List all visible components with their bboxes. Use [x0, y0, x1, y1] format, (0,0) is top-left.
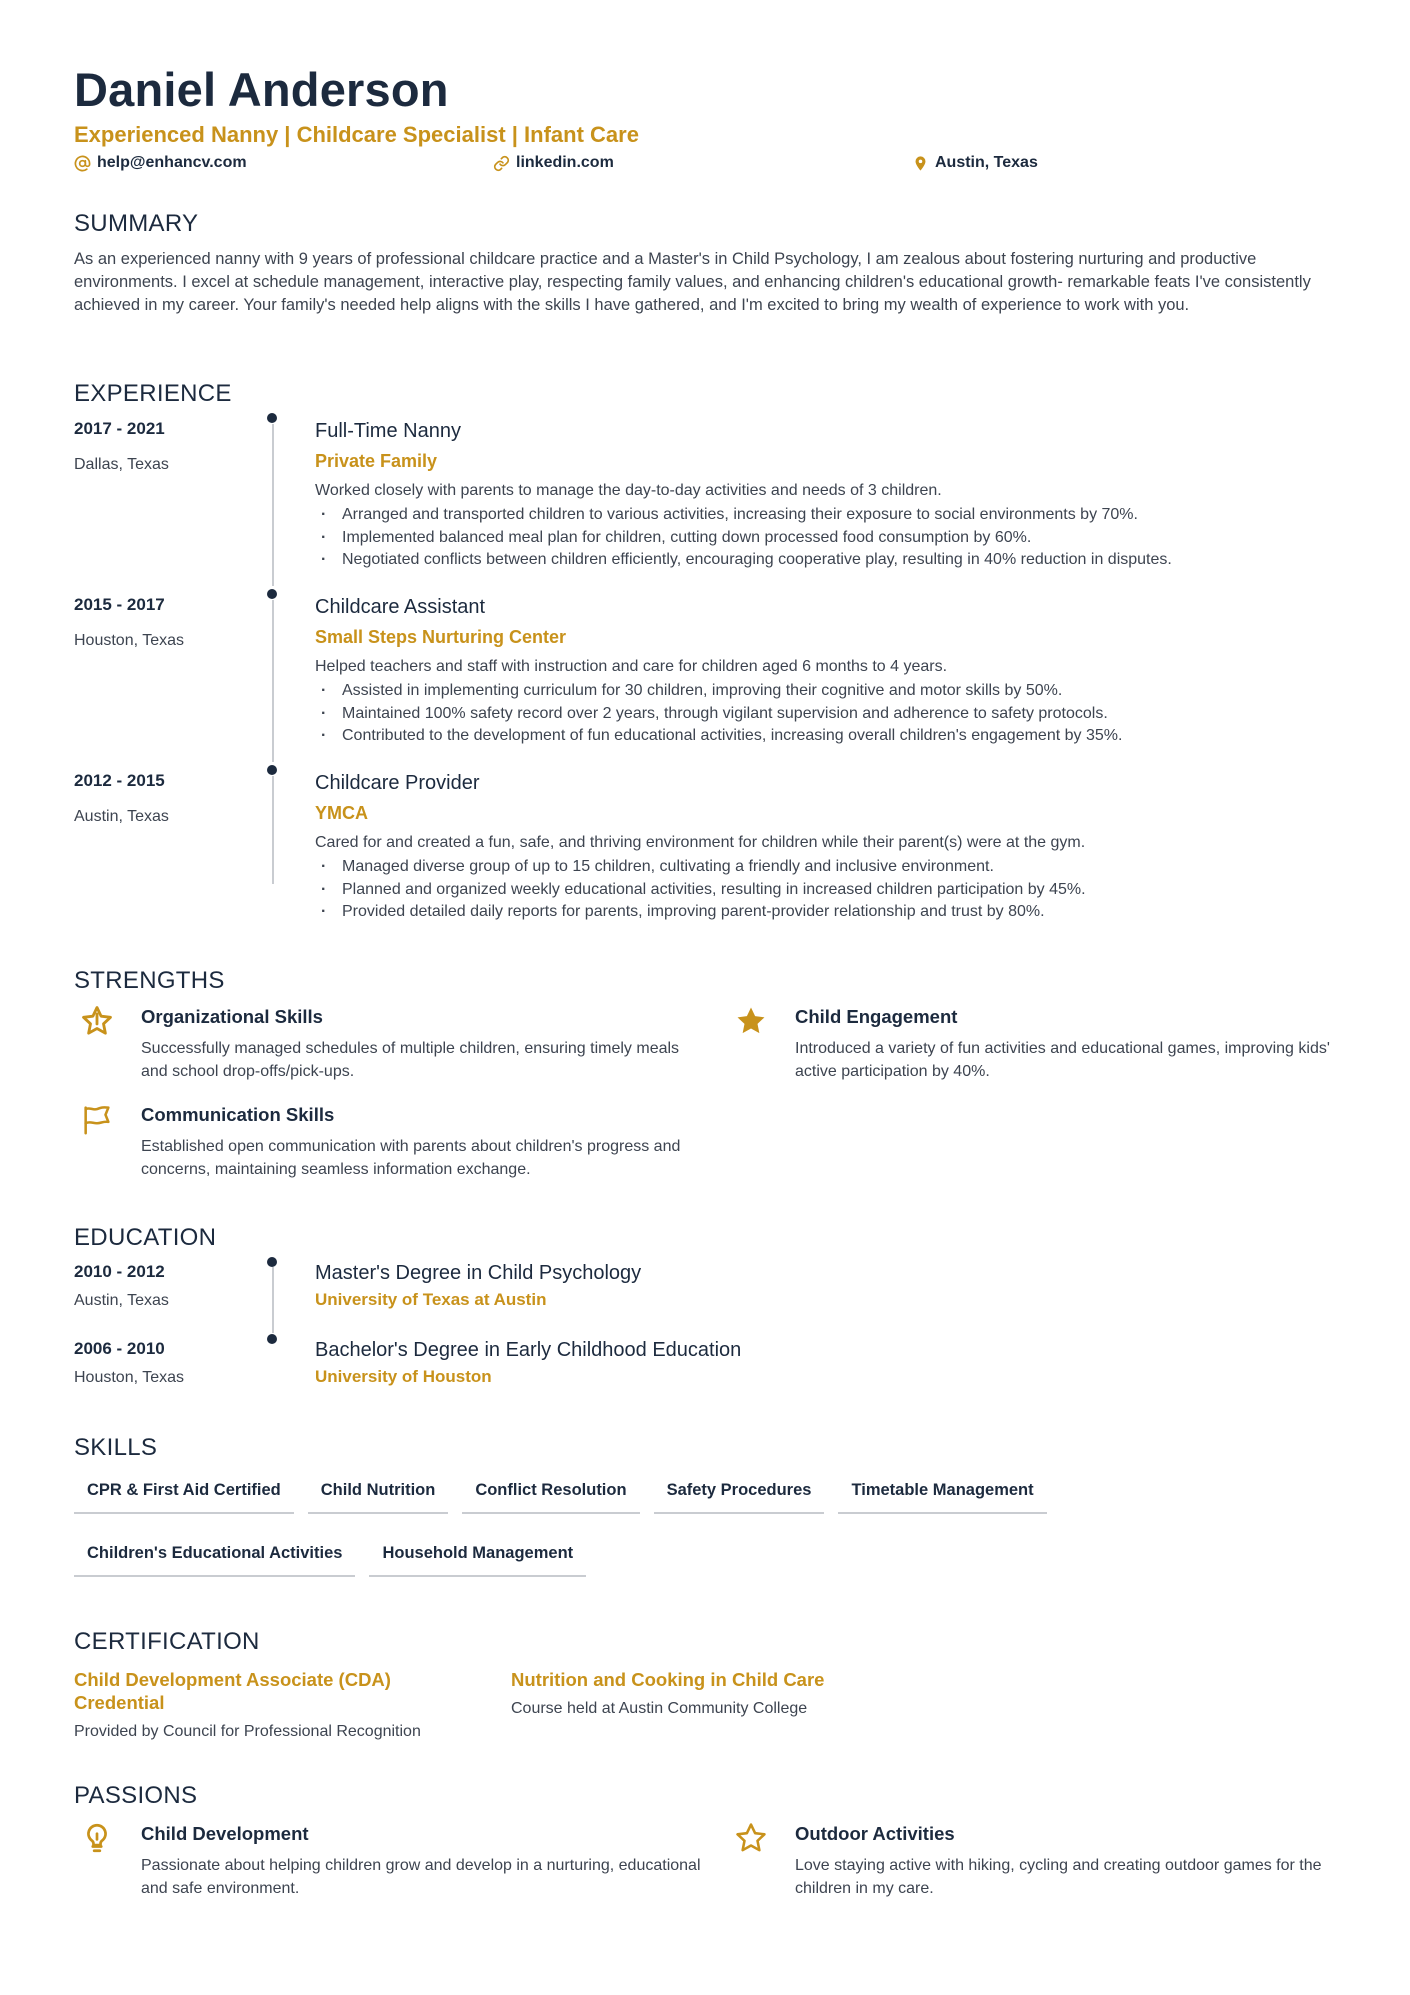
certification-title: Nutrition and Cooking in Child Care — [511, 1669, 825, 1690]
education-dates: 2010 - 2012 — [74, 1262, 165, 1281]
passions-heading: PASSIONS — [74, 1782, 198, 1809]
experience-bullets — [315, 680, 1335, 748]
timeline-dot — [267, 1257, 277, 1267]
timeline-line — [272, 424, 274, 586]
experience-bullet: · Maintained 100% safety record over 2 years, through vigilant supervision and adherence to safety protocols. — [315, 703, 1335, 726]
strength-title: Child Engagement — [795, 1006, 958, 1027]
timeline-dot — [267, 1334, 277, 1344]
experience-company: Private Family — [315, 451, 438, 471]
strength-description: Successfully managed schedules of multiple children, ensuring timely meals and school drop-offs/pick-ups. — [141, 1040, 680, 1080]
timeline-dot — [267, 413, 277, 423]
summary-text: As an experienced nanny with 9 years of professional childcare practice and a Master's in Child Psychology, I am zealous about fostering nurturing and productive environments. I excel at schedule management, interactive play, respecting family values, and enhancing children's educational growth- remarkable feats I've consistently achieved in my career. Your family's needed help aligns with the skills I have gathered, and I'm excited to bring my wealth of experience to work with you. — [74, 250, 1311, 314]
experience-bullet: · Negotiated conflicts between children efficiently, encouraging cooperative play, resulting in 40% reduction in disputes. — [315, 549, 1335, 572]
timeline-line — [272, 1267, 274, 1333]
contact-linkedin[interactable] — [493, 154, 614, 172]
experience-location: Dallas, Texas — [74, 456, 169, 473]
experience-location: Houston, Texas — [74, 632, 184, 649]
experience-dates: 2012 - 2015 — [74, 771, 165, 790]
skill-tag: Household Management — [369, 1536, 586, 1577]
candidate-name: Daniel Anderson — [74, 63, 449, 116]
certification-title: Child Development Associate (CDA) Credential — [74, 1669, 391, 1713]
experience-company: YMCA — [315, 803, 368, 823]
education-dates: 2006 - 2010 — [74, 1339, 165, 1358]
link-icon — [493, 155, 510, 172]
passion-description: Love staying active with hiking, cycling and creating outdoor games for the children in my care. — [795, 1857, 1322, 1897]
skill-tag: Timetable Management — [838, 1473, 1046, 1514]
strength-description: Introduced a variety of fun activities and educational games, improving kids' active participation by 40%. — [795, 1040, 1330, 1080]
experience-bullet: · Contributed to the development of fun educational activities, increasing overall children's engagement by 35%. — [315, 725, 1335, 748]
certification-description: Provided by Council for Professional Recognition — [74, 1723, 421, 1740]
flag-icon — [80, 1102, 114, 1136]
skill-tag: Children's Educational Activities — [74, 1536, 355, 1577]
strength-description: Established open communication with parents about children's progress and concerns, maintaining seamless information exchange. — [141, 1138, 681, 1178]
skill-tag: Child Nutrition — [308, 1473, 449, 1514]
experience-location: Austin, Texas — [74, 808, 169, 825]
strength-title: Organizational Skills — [141, 1006, 323, 1027]
experience-role: Childcare Provider — [315, 772, 480, 794]
experience-bullet: · Provided detailed daily reports for parents, improving parent-provider relationship and trust by 80%. — [315, 901, 1335, 924]
headline: Experienced Nanny | Childcare Specialist | Infant Care — [74, 122, 639, 147]
experience-description: Worked closely with parents to manage the day-to-day activities and needs of 3 children. — [315, 482, 942, 499]
certification-item — [511, 1668, 971, 1720]
education-school: University of Texas at Austin — [315, 1290, 547, 1309]
experience-dates: 2015 - 2017 — [74, 595, 165, 614]
passion-title: Child Development — [141, 1823, 309, 1844]
skill-tag: Safety Procedures — [654, 1473, 825, 1514]
education-location: Houston, Texas — [74, 1369, 184, 1386]
education-degree: Bachelor's Degree in Early Childhood Education — [315, 1339, 742, 1361]
location-text: Austin, Texas — [935, 154, 1038, 171]
experience-bullet: · Planned and organized weekly educational activities, resulting in increased children participation by 45%. — [315, 879, 1335, 902]
education-location: Austin, Texas — [74, 1292, 169, 1309]
education-heading: EDUCATION — [74, 1224, 217, 1251]
timeline-dot — [267, 765, 277, 775]
strength-title: Communication Skills — [141, 1104, 335, 1125]
experience-heading: EXPERIENCE — [74, 380, 232, 407]
experience-bullet: · Assisted in implementing curriculum for 30 children, improving their cognitive and motor skills by 50%. — [315, 680, 1335, 703]
resume-page — [74, 0, 1336, 1995]
experience-bullet: · Arranged and transported children to various activities, increasing their exposure to social environments by 70%. — [315, 504, 1335, 527]
experience-role: Full-Time Nanny — [315, 420, 461, 442]
star-outline-icon — [80, 1004, 114, 1038]
timeline-line — [272, 600, 274, 762]
skill-tag: CPR & First Aid Certified — [74, 1473, 294, 1514]
experience-company: Small Steps Nurturing Center — [315, 627, 567, 647]
experience-description: Helped teachers and staff with instruction and care for children aged 6 months to 4 years. — [315, 658, 948, 675]
linkedin-text: linkedin.com — [516, 154, 614, 171]
star-filled-icon — [734, 1004, 768, 1038]
location-pin-icon — [912, 155, 929, 172]
skill-tag: Conflict Resolution — [462, 1473, 639, 1514]
contact-email[interactable] — [74, 154, 247, 172]
skills-heading: SKILLS — [74, 1434, 158, 1461]
experience-bullets — [315, 856, 1335, 924]
experience-role: Childcare Assistant — [315, 596, 486, 618]
education-school: University of Houston — [315, 1367, 492, 1386]
experience-description: Cared for and created a fun, safe, and thriving environment for children while their parent(s) were at the gym. — [315, 834, 1086, 851]
timeline-dot — [267, 589, 277, 599]
timeline-line — [272, 776, 274, 884]
passion-description: Passionate about helping children grow and develop in a nurturing, educational and safe environment. — [141, 1857, 701, 1897]
lightbulb-icon — [80, 1821, 114, 1855]
experience-bullet: · Managed diverse group of up to 15 children, cultivating a friendly and inclusive environment. — [315, 856, 1335, 879]
summary-heading: SUMMARY — [74, 210, 199, 237]
certification-description: Course held at Austin Community College — [511, 1700, 808, 1717]
at-sign-icon — [74, 155, 91, 172]
experience-bullet: · Implemented balanced meal plan for children, cutting down processed food consumption by 60%. — [315, 527, 1335, 550]
education-degree: Master's Degree in Child Psychology — [315, 1262, 642, 1284]
certification-heading: CERTIFICATION — [74, 1628, 260, 1655]
star-outline-icon — [734, 1821, 768, 1855]
email-text: help@enhancv.com — [97, 154, 247, 171]
contact-location — [912, 154, 1038, 172]
strengths-heading: STRENGTHS — [74, 967, 225, 994]
certification-item — [74, 1668, 464, 1743]
skills-list — [74, 1473, 1336, 1577]
experience-dates: 2017 - 2021 — [74, 419, 165, 438]
passion-title: Outdoor Activities — [795, 1823, 955, 1844]
experience-bullets — [315, 504, 1335, 572]
